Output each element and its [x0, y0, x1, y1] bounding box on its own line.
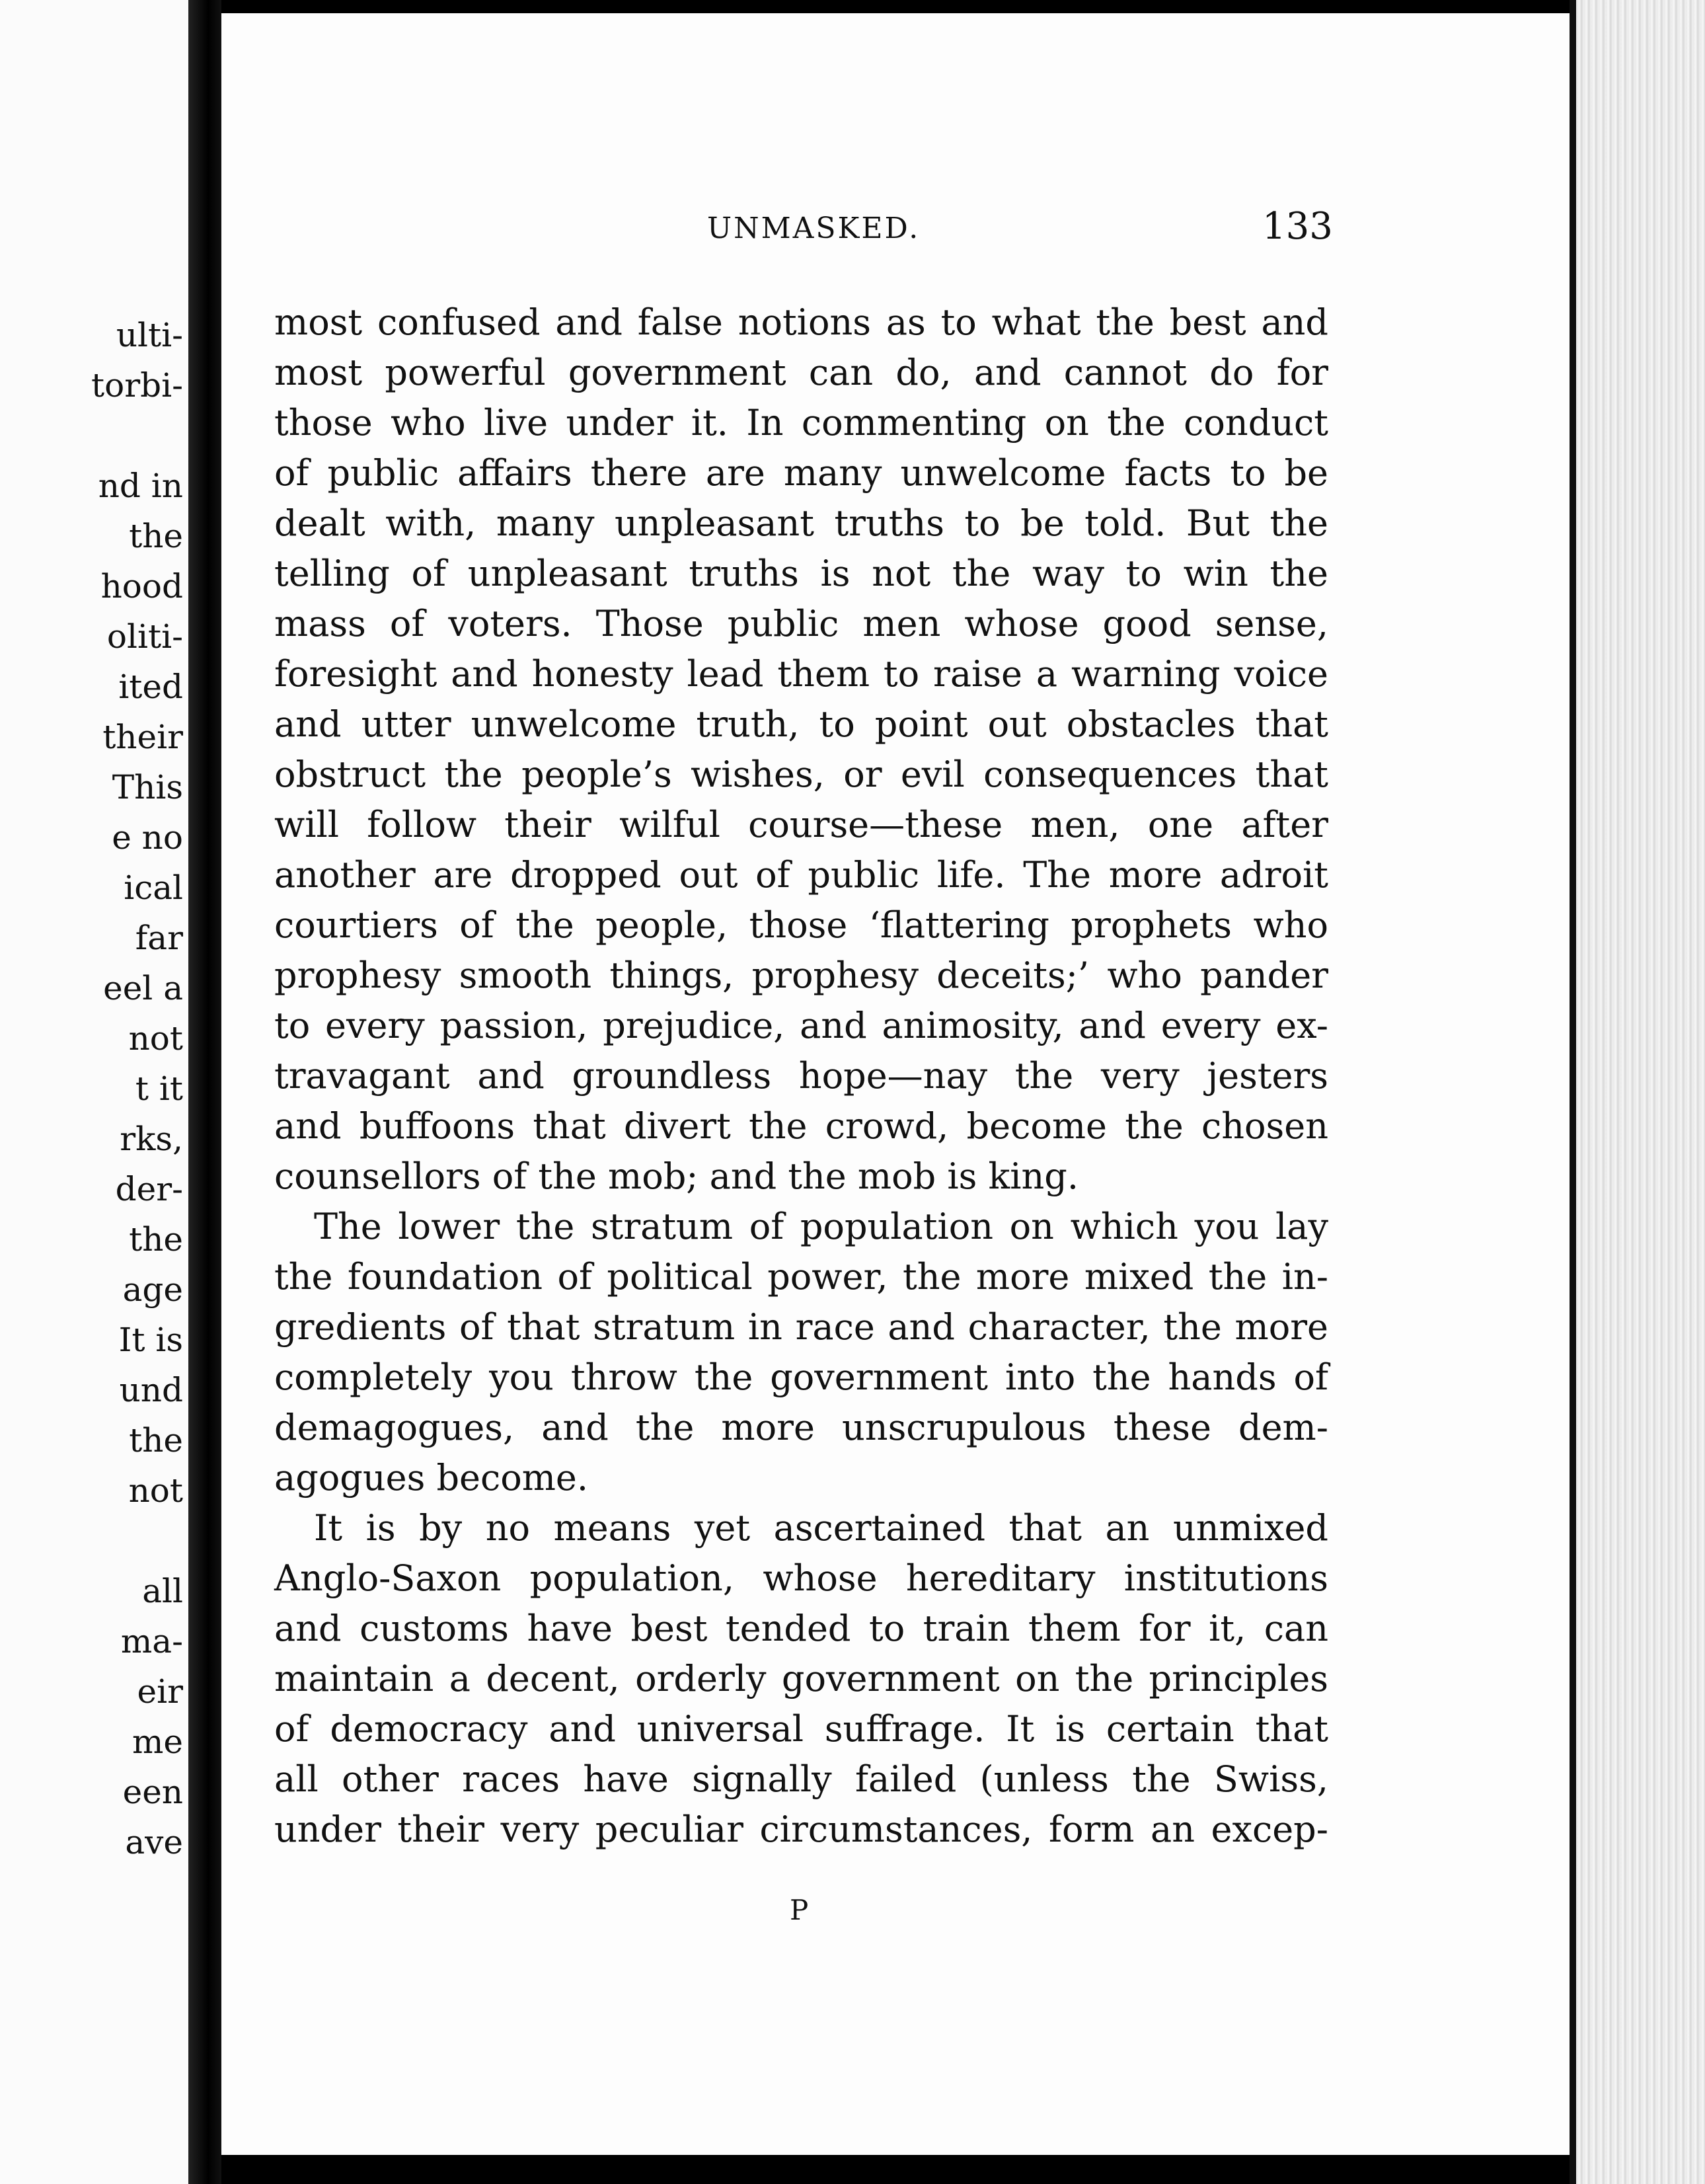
- text-line: completely you throw the government into the hands of: [274, 1356, 1328, 1398]
- text-line: prophesy smooth things, prophesy deceits;’ who pander: [274, 955, 1328, 996]
- text-line: The lower the stratum of population on which you lay: [314, 1206, 1328, 1247]
- text-line: most powerful government can do, and cannot do for: [274, 352, 1328, 393]
- left-page-fragment: ave: [125, 1823, 183, 1861]
- left-page-fragment: age: [122, 1270, 183, 1309]
- text-line: courtiers of the people, those ‘flattering prophets who: [274, 904, 1328, 946]
- left-page-fragment: und: [119, 1371, 183, 1409]
- text-line: and utter unwelcome truth, to point out obstacles that: [274, 703, 1328, 745]
- text-line: all other races have signally failed (unless the Swiss,: [274, 1758, 1328, 1800]
- text-line: mass of voters. Those public men whose good sense,: [274, 603, 1328, 644]
- left-page-fragment: nd in: [98, 467, 183, 505]
- left-page-fragment: the: [129, 1220, 183, 1259]
- left-page-fragment: not: [128, 1471, 183, 1510]
- left-page: [0, 0, 188, 2184]
- text-line: those who live under it. In commenting on the conduct: [274, 402, 1328, 444]
- left-page-fragment: all: [142, 1572, 183, 1610]
- left-page-fragment: ulti-: [116, 316, 183, 354]
- right-page: [221, 13, 1570, 2155]
- text-line: of public affairs there are many unwelcome facts to be: [274, 452, 1328, 494]
- text-line: agogues become.: [274, 1457, 589, 1499]
- left-page-fragment: t it: [135, 1070, 183, 1108]
- left-page-fragment: the: [129, 1421, 183, 1460]
- left-page-fragment: oliti-: [106, 617, 183, 656]
- left-page-fragment: ma-: [120, 1622, 183, 1660]
- left-page-fragment: the: [129, 517, 183, 555]
- text-line: most confused and false notions as to what the best and: [274, 301, 1328, 343]
- text-line: It is by no means yet ascertained that an unmixed: [314, 1507, 1328, 1549]
- body-text: [274, 297, 1328, 1855]
- left-page-fragment: It is: [118, 1321, 183, 1359]
- left-page-fragment: e no: [112, 818, 183, 857]
- left-page-fragment: far: [135, 919, 183, 957]
- text-line: counsellors of the mob; and the mob is king.: [274, 1155, 1079, 1197]
- left-page-fragment: eir: [137, 1672, 183, 1711]
- left-page-fragment: eel a: [103, 969, 183, 1007]
- text-line: travagant and groundless hope—nay the very jesters: [274, 1055, 1328, 1097]
- text-line: foresight and honesty lead them to raise a warning voice: [274, 653, 1328, 695]
- text-line: dealt with, many unpleasant truths to be told. But the: [274, 502, 1328, 544]
- left-page-fragment: torbi-: [91, 366, 183, 405]
- text-line: and buffoons that divert the crowd, become the chosen: [274, 1105, 1328, 1147]
- text-line: demagogues, and the more unscrupulous these dem-: [274, 1407, 1328, 1448]
- left-page-fragment: ited: [118, 668, 183, 706]
- page-number: 133: [1262, 205, 1333, 248]
- text-line: to every passion, prejudice, and animosity, and every ex-: [274, 1005, 1328, 1046]
- left-page-fragment: hood: [100, 567, 183, 605]
- left-page-fragment: rks,: [120, 1120, 183, 1158]
- text-line: Anglo-Saxon population, whose hereditary institutions: [274, 1557, 1328, 1599]
- left-page-fragment: not: [128, 1019, 183, 1058]
- text-line: and customs have best tended to train them for it, can: [274, 1608, 1328, 1649]
- left-page-fragment: der-: [115, 1170, 183, 1208]
- left-page-fragment: een: [122, 1773, 183, 1811]
- text-line: under their very peculiar circumstances, form an excep-: [274, 1809, 1328, 1850]
- signature-mark: P: [790, 1894, 809, 1926]
- running-head: UNMASKED.: [707, 212, 921, 245]
- text-line: the foundation of political power, the more mixed the in-: [274, 1256, 1328, 1298]
- text-line: maintain a decent, orderly government on the principles: [274, 1658, 1328, 1699]
- left-page-fragment: ical: [124, 869, 183, 907]
- text-line: of democracy and universal suffrage. It is certain that: [274, 1708, 1328, 1750]
- text-line: telling of unpleasant truths is not the way to win the: [274, 553, 1328, 594]
- text-line: will follow their wilful course—these men, one after: [274, 804, 1328, 845]
- left-page-fragment: This: [112, 768, 183, 806]
- book-gutter: [188, 0, 221, 2184]
- left-page-fragment: their: [102, 718, 183, 756]
- text-line: gredients of that stratum in race and character, the more: [274, 1306, 1328, 1348]
- text-line: another are dropped out of public life. The more adroit: [274, 854, 1328, 896]
- page-edge: [1570, 0, 1705, 2184]
- text-line: obstruct the people’s wishes, or evil consequences that: [274, 754, 1328, 795]
- left-page-fragment: me: [132, 1723, 183, 1761]
